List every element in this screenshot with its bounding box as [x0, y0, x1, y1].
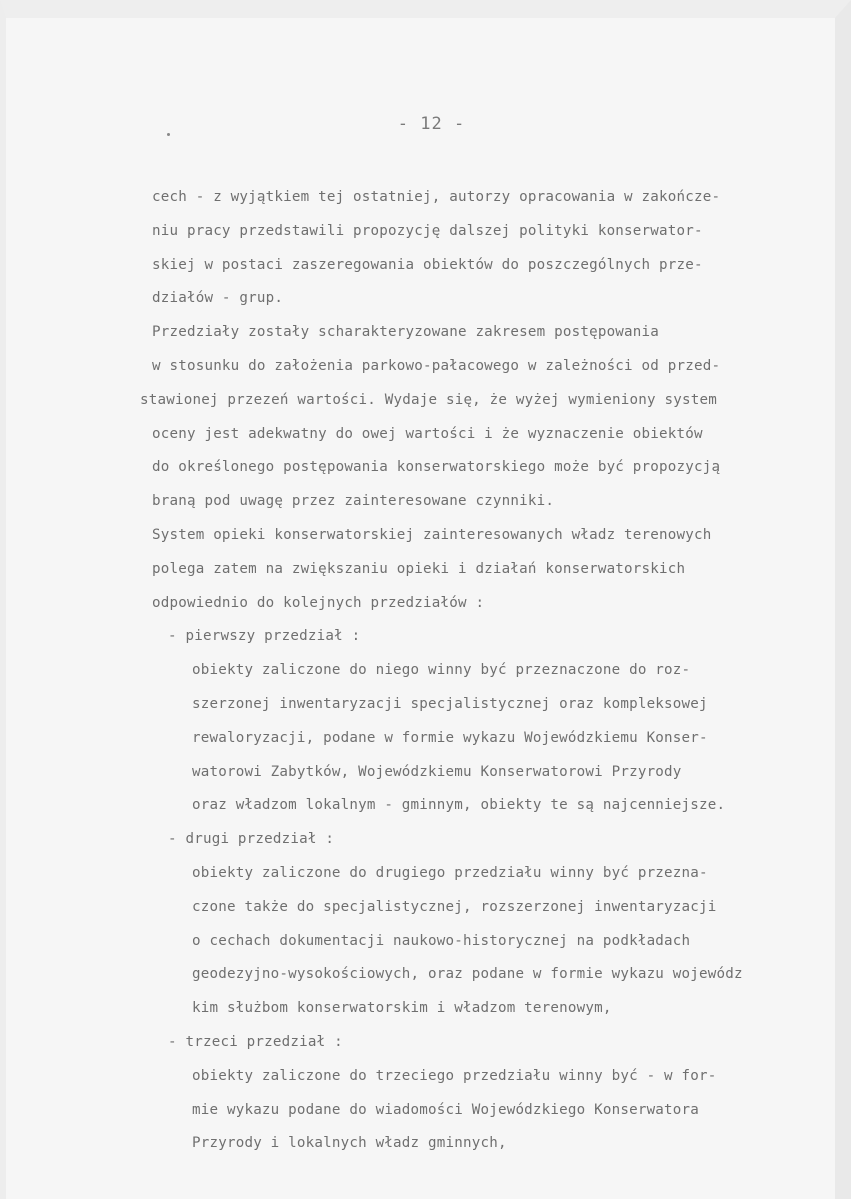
text-line: oraz władzom lokalnym - gminnym, obiekty te są najcenniejsze.	[192, 797, 726, 814]
text-line: watorowi Zabytków, Wojewódzkiemu Konserwatorowi Przyrody	[192, 763, 682, 780]
text-line: Przedziały zostały scharakteryzowane zakresem postępowania	[152, 324, 660, 341]
text-line: stawionej przezeń wartości. Wydaje się, że wyżej wymieniony system	[140, 391, 717, 408]
text-line: obiekty zaliczone do drugiego przedziału winny być przezna-	[192, 864, 708, 881]
page-number: - 12 -	[397, 114, 466, 134]
text-line: niu pracy przedstawili propozycję dalszej polityki konserwator-	[152, 222, 703, 239]
text-line: odpowiednio do kolejnych przedziałów :	[152, 594, 485, 611]
text-line: skiej w postaci zaszeregowania obiektów do poszczególnych prze-	[152, 256, 703, 273]
text-line: - trzeci przedział :	[168, 1033, 343, 1050]
text-line: polega zatem na zwiększaniu opieki i działań konserwatorskich	[152, 560, 686, 577]
text-line: szerzonej inwentaryzacji specjalistycznej oraz kompleksowej	[192, 695, 708, 712]
text-line: geodezyjno-wysokościowych, oraz podane w formie wykazu wojewódz	[192, 966, 743, 983]
text-line: obiekty zaliczone do niego winny być przeznaczone do roz-	[192, 662, 691, 679]
text-line: - pierwszy przedział :	[168, 628, 361, 645]
text-line: Przyrody i lokalnych władz gminnych,	[192, 1135, 507, 1152]
text-line: w stosunku do założenia parkowo-pałacowego w zależności od przed-	[152, 357, 721, 374]
stray-mark	[167, 133, 170, 136]
text-line: rewaloryzacji, podane w formie wykazu Wojewódzkiemu Konser-	[192, 729, 708, 746]
text-line: cech - z wyjątkiem tej ostatniej, autorzy opracowania w zakończe-	[152, 189, 721, 205]
text-line: do określonego postępowania konserwatorskiego może być propozycją	[152, 459, 721, 476]
text-line: mie wykazu podane do wiadomości Wojewódzkiego Konserwatora	[192, 1101, 700, 1118]
text-line: System opieki konserwatorskiej zainteresowanych władz terenowych	[152, 526, 712, 543]
text-line: braną pod uwagę przez zainteresowane czynniki.	[152, 493, 555, 510]
text-line: o cechach dokumentacji naukowo-historycznej na podkładach	[192, 932, 691, 949]
text-line: - drugi przedział :	[168, 831, 335, 848]
text-line: działów - grup.	[152, 290, 284, 307]
document-body	[140, 181, 840, 1161]
text-line: czone także do specjalistycznej, rozszerzonej inwentaryzacji	[192, 898, 717, 915]
text-line: kim służbom konserwatorskim i władzom terenowym,	[192, 1000, 612, 1017]
text-line: obiekty zaliczone do trzeciego przedziału winny być - w for-	[192, 1067, 717, 1084]
text-line: oceny jest adekwatny do owej wartości i że wyznaczenie obiektów	[152, 425, 703, 442]
